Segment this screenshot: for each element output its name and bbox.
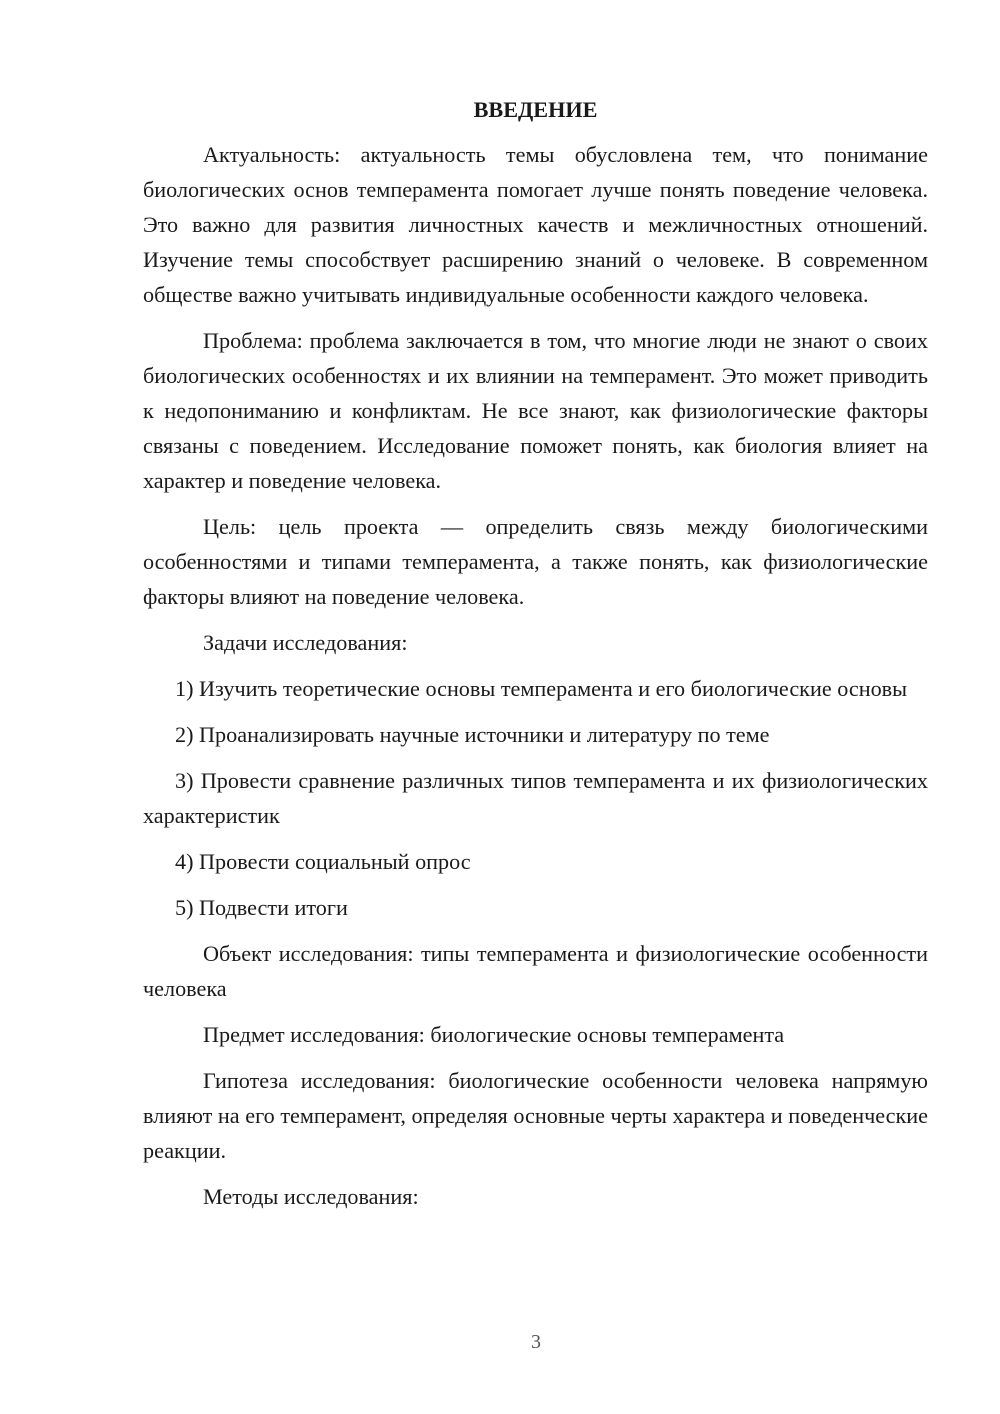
task-item-3: 3) Провести сравнение различных типов темперамента и их физиологических характеристик xyxy=(143,768,928,828)
paragraph-hypothesis: Гипотеза исследования: биологические особенности человека напрямую влияют на его темперамент, определяя основные черты характера и поведенческие реакции. xyxy=(143,1068,928,1163)
tasks-heading: Задачи исследования: xyxy=(203,630,408,655)
methods-heading: Методы исследования: xyxy=(203,1184,419,1209)
page-number: 3 xyxy=(531,1331,541,1353)
section-title: ВВЕДЕНИЕ xyxy=(473,97,598,122)
document-page xyxy=(143,92,928,1225)
paragraph-goal: Цель: цель проекта — определить связь между биологическими особенностями и типами темперамента, а также понять, как физиологические факторы влияют на поведение человека. xyxy=(143,514,928,609)
paragraph-problem: Проблема: проблема заключается в том, что многие люди не знают о своих биологических особенностях и их влиянии на темперамент. Это может приводить к недопониманию и конфликтам. Не все знают, как физиологические факторы связаны с поведением. Исследование поможет понять, как биология влияет на характер и поведение человека. xyxy=(143,328,928,493)
paragraph-object: Объект исследования: типы темперамента и физиологические особенности человека xyxy=(143,941,928,1001)
task-item-4: 4) Провести социальный опрос xyxy=(175,849,471,874)
task-item-2: 2) Проанализировать научные источники и литературу по теме xyxy=(175,722,770,747)
paragraph-subject: Предмет исследования: биологические основы темперамента xyxy=(203,1022,785,1047)
task-item-5: 5) Подвести итоги xyxy=(175,895,348,920)
task-item-1: 1) Изучить теоретические основы темперамента и его биологические основы xyxy=(175,676,908,701)
paragraph-relevance: Актуальность: актуальность темы обусловлена тем, что понимание биологических основ темперамента помогает лучше понять поведение человека. Это важно для развития личностных качеств и межличностных отношений. Изучение темы способствует расширению знаний о человеке. В современном обществе важно учитывать индивидуальные особенности каждого человека. xyxy=(143,142,928,307)
